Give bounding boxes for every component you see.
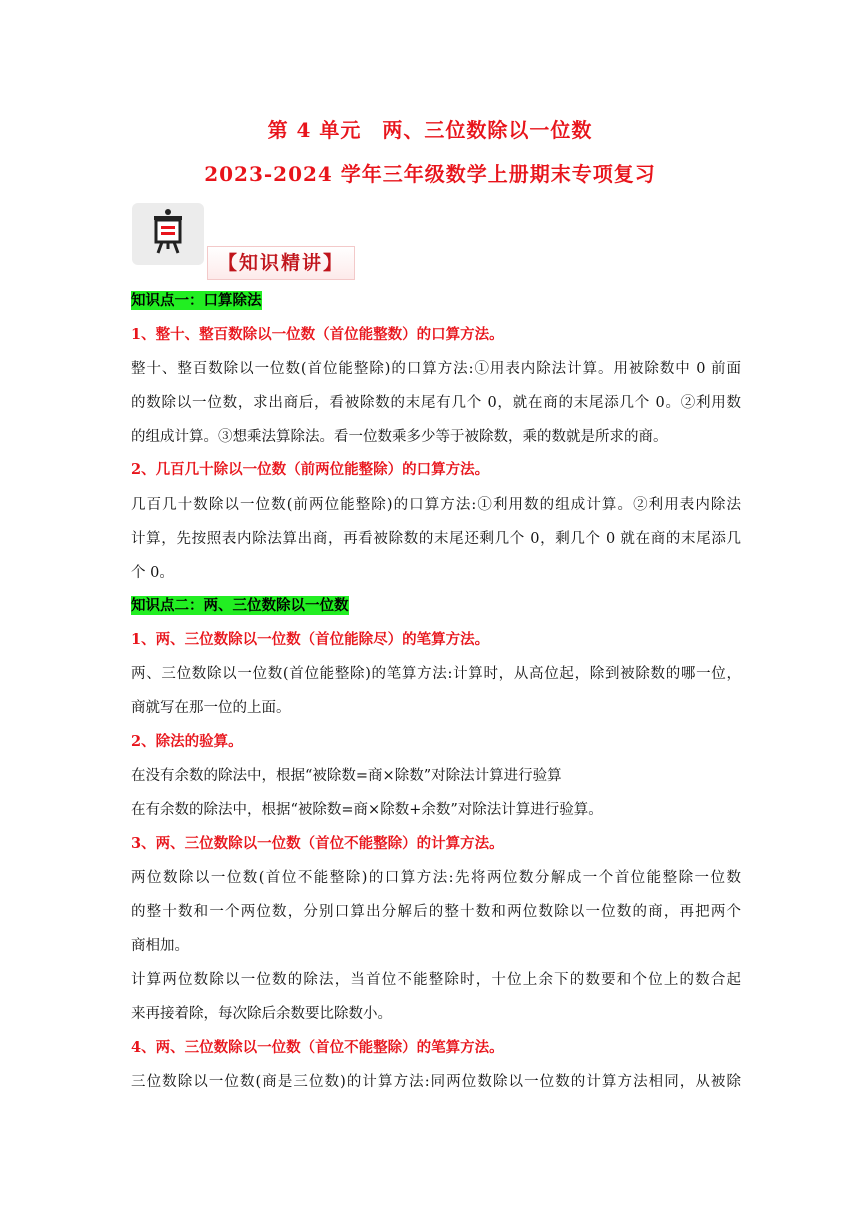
paragraph-line: 两、三位数除以一位数(首位能整除)的笔算方法:计算时，从高位起，除到被除数的哪一位， (131, 666, 741, 682)
presentation-board-icon-graphic (132, 203, 204, 265)
kp2-s1-heading: 1、两、三位数除以一位数（首位能除尽）的笔算方法。 (131, 631, 490, 648)
paragraph-line: 的整十数和一个两位数，分别口算出分解后的整十数和两位数除以一位数的商，再把两个 (131, 904, 741, 920)
paragraph-line: 三位数除以一位数(商是三位数)的计算方法:同两位数除以一位数的计算方法相同，从被除 (131, 1074, 741, 1090)
paragraph-line: 商就写在那一位的上面。 (131, 700, 291, 716)
paragraph-line: 商相加。 (131, 938, 189, 954)
paragraph-line: 计算两位数除以一位数的除法，当首位不能整除时，十位上余下的数要和个位上的数合起 (131, 972, 741, 988)
kp1-s2-heading: 2、几百几十除以一位数（前两位能整除）的口算方法。 (131, 461, 490, 478)
kp2-s4-heading: 4、两、三位数除以一位数（首位不能整除）的笔算方法。 (131, 1039, 504, 1056)
paragraph-line: 在没有余数的除法中，根据“被除数=商×除数”对除法计算进行验算 (131, 768, 562, 784)
kp1-s1-heading: 1、整十、整百数除以一位数（首位能整数）的口算方法。 (131, 326, 504, 343)
paragraph-line: 的数除以一位数，求出商后，看被除数的末尾有几个 0，就在商的末尾添几个 0。②利用数 (131, 395, 741, 411)
paragraph-line: 来再接着除，每次除后余数要比除数小。 (131, 1006, 392, 1022)
paragraph-line: 计算，先按照表内除法算出商，再看被除数的末尾还剩几个 0，剩几个 0 就在商的末尾添几 (131, 531, 741, 547)
unit-title: 第 4 单元 两、三位数除以一位数 (267, 118, 593, 142)
kp2-heading: 知识点二：两、三位数除以一位数 (131, 597, 349, 614)
paragraph-line: 整十、整百数除以一位数(首位能整除)的口算方法:①用表内除法计算。用被除数中 0 前面 (131, 361, 741, 377)
review-subtitle: 2023-2024 学年三年级数学上册期末专项复习 (204, 162, 656, 186)
presentation-board-icon (132, 203, 204, 265)
kp1-heading: 知识点一：口算除法 (131, 292, 262, 309)
kp2-s3-heading: 3、两、三位数除以一位数（首位不能整除）的计算方法。 (131, 835, 504, 852)
paragraph-line: 几百几十数除以一位数(前两位能整除)的口算方法:①利用数的组成计算。②利用表内除法 (131, 497, 741, 513)
paragraph-line: 两位数除以一位数(首位不能整除)的口算方法:先将两位数分解成一个首位能整除一位数 (131, 870, 741, 886)
knowledge-lecture-banner: 【知识精讲】 (207, 246, 355, 280)
paragraph-line: 的组成计算。③想乘法算除法。看一位数乘多少等于被除数，乘的数就是所求的商。 (131, 429, 668, 445)
paragraph-line: 个 0。 (131, 565, 174, 581)
kp1-heading-row (131, 291, 741, 311)
paragraph-line: 在有余数的除法中，根据“被除数=商×除数+余数”对除法计算进行验算。 (131, 802, 603, 818)
kp2-heading-row (131, 596, 741, 616)
kp2-s2-heading: 2、除法的验算。 (131, 733, 243, 750)
